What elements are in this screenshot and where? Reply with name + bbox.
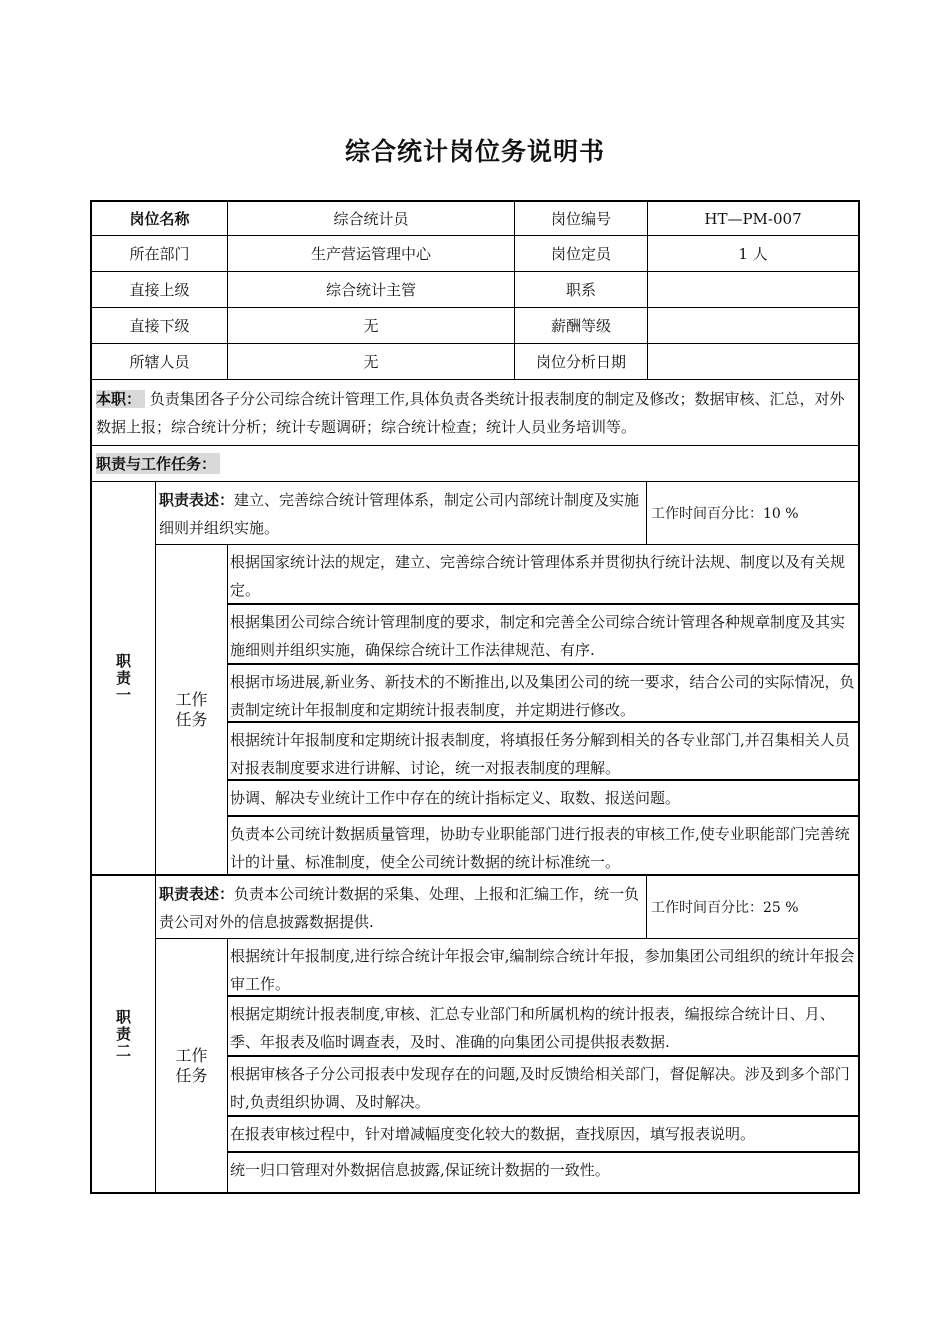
- task-list: [228, 545, 858, 875]
- info-value: [648, 272, 858, 307]
- info-value: [648, 308, 858, 343]
- task-item: 根据集团公司综合统计管理制度的要求，制定和完善全公司综合统计管理各种规章制度及其实施细则并组织实施，确保综合统计工作法律规范、有序.: [228, 605, 858, 665]
- main-duty-text: 负责集团各子分公司综合统计管理工作,具体负责各类统计报表制度的制定及修改；数据审核、汇总，对外数据上报；综合统计分析；统计专题调研；综合统计检查；统计人员业务培训等。: [96, 390, 845, 436]
- info-label: 所辖人员: [92, 344, 228, 379]
- statement-label: 职责表述：: [159, 885, 235, 903]
- statement-label: 职责表述：: [159, 491, 235, 509]
- info-label: 岗位名称: [92, 202, 228, 235]
- info-value: [648, 344, 858, 379]
- task-item: 根据市场进展,新业务、新技术的不断推出,以及集团公司的统一要求，结合公司的实际情况，负责制定统计年报制度和定期统计报表制度，并定期进行修改。: [228, 665, 858, 723]
- info-label: 直接下级: [92, 308, 228, 343]
- info-value: 综合统计员: [228, 202, 515, 235]
- info-label: 薪酬等级: [515, 308, 648, 343]
- duty-label-cell: [92, 876, 156, 1192]
- tasks-label: [156, 939, 228, 1192]
- task-item: 在报表审核过程中，针对增减幅度变化较大的数据，查找原因，填写报表说明。: [228, 1117, 858, 1153]
- task-item: 负责本公司统计数据质量管理，协助专业职能部门进行报表的审核工作,使专业职能部门完善统计的计量、标准制度，使全公司统计数据的统计标准统一。: [230, 825, 850, 871]
- info-row: [90, 308, 860, 344]
- info-row: [90, 236, 860, 272]
- task-item: 根据统计年报制度和定期统计报表制度，将填报任务分解到相关的各专业部门,并召集相关人员对报表制度要求进行讲解、讨论，统一对报表制度的理解。: [228, 723, 858, 781]
- info-label: 岗位编号: [515, 202, 648, 235]
- info-value: 无: [228, 344, 515, 379]
- job-description-table: [90, 200, 860, 1194]
- duty-section: [90, 482, 860, 876]
- statement-text: 建立、完善综合统计管理体系，制定公司内部统计制度及实施细则并组织实施。: [159, 491, 640, 537]
- tasks-label-line: 工作: [175, 690, 208, 709]
- info-value: 生产营运管理中心: [228, 236, 515, 271]
- info-value: HT—PM-007: [704, 209, 802, 228]
- info-value: 综合统计主管: [228, 272, 515, 307]
- info-value: 1 人: [738, 245, 768, 263]
- page-title: 综合统计岗位务说明书: [344, 137, 605, 166]
- info-label: 岗位分析日期: [515, 344, 648, 379]
- info-label: 所在部门: [92, 236, 228, 271]
- main-duty-label: 本职：: [96, 390, 145, 408]
- duties-header-label: 职责与工作任务：: [96, 453, 220, 474]
- duty-statement: [156, 876, 647, 938]
- duty-label: 职责一: [114, 652, 132, 704]
- tasks-label: [156, 545, 228, 875]
- info-row: [90, 344, 860, 380]
- duties-header: [90, 446, 860, 482]
- info-row: [90, 200, 860, 236]
- info-label: 职系: [515, 272, 648, 307]
- time-percent: 工作时间百分比：25 %: [651, 900, 799, 916]
- duty-statement: [156, 482, 647, 544]
- task-item: 统一归口管理对外数据信息披露,保证统计数据的一致性。: [230, 1161, 610, 1179]
- info-label: 直接上级: [92, 272, 228, 307]
- duty-section: [90, 876, 860, 1194]
- task-item: 根据审核各子分公司报表中发现存在的问题,及时反馈给相关部门，督促解决。涉及到多个部门时,负责组织协调、及时解决。: [228, 1057, 858, 1117]
- main-duty-summary: [90, 380, 860, 446]
- duty-statement-row: [156, 876, 858, 939]
- statement-text: 负责本公司统计数据的采集、处理、上报和汇编工作，统一负责公司对外的信息披露数据提供.: [159, 885, 640, 931]
- task-list: [228, 939, 858, 1192]
- tasks-label-line: 工作: [175, 1045, 208, 1065]
- info-value: 无: [228, 308, 515, 343]
- info-row: [90, 272, 860, 308]
- duty-statement-row: [156, 482, 858, 545]
- duty-label-cell: [92, 482, 156, 874]
- time-percent: 工作时间百分比：10 %: [651, 506, 799, 522]
- tasks-label-line: 任务: [175, 1065, 208, 1085]
- task-item: 根据国家统计法的规定，建立、完善综合统计管理体系并贯彻执行统计法规、制度以及有关规定。: [228, 545, 858, 605]
- task-item: 协调、解决专业统计工作中存在的统计指标定义、取数、报送问题。: [228, 781, 858, 817]
- task-item: 根据统计年报制度,进行综合统计年报会审,编制综合统计年报，参加集团公司组织的统计年报会审工作。: [228, 939, 858, 997]
- tasks-label-line: 任务: [175, 710, 208, 729]
- task-item: 根据定期统计报表制度,审核、汇总专业部门和所属机构的统计报表，编报综合统计日、月、季、年报表及临时调查表，及时、准确的向集团公司提供报表数据.: [228, 997, 858, 1057]
- info-label: 岗位定员: [515, 236, 648, 271]
- duty-label: 职责二: [114, 1008, 132, 1060]
